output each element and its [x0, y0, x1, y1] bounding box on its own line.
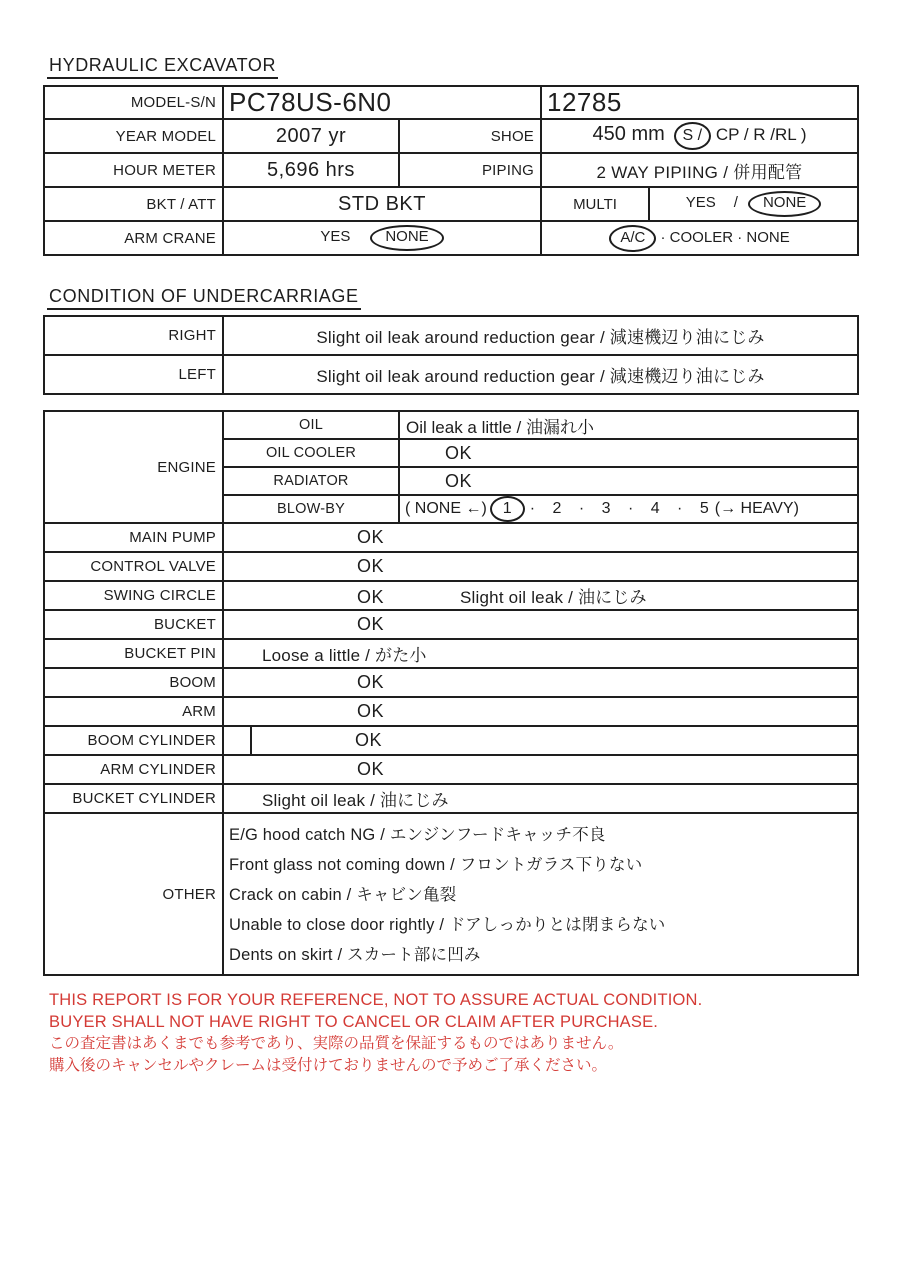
serial-number-value: 12785: [541, 86, 858, 119]
inspection-table: [43, 410, 859, 976]
hour-meter-label: HOUR METER: [44, 153, 223, 187]
undercarriage-heading: CONDITION OF UNDERCARRIAGE: [47, 286, 361, 310]
radiator-label: RADIATOR: [223, 467, 399, 495]
oil-cooler-condition: OK: [399, 439, 858, 467]
blowby-suffix: (→ HEAVY): [714, 500, 799, 517]
undercarriage-row-right: [44, 316, 858, 355]
control-valve-label: CONTROL VALVE: [44, 552, 223, 581]
boom-row: [44, 668, 858, 697]
arm-crane-yes-option: YES: [320, 228, 351, 245]
shoe-size: 450 mm: [592, 122, 665, 145]
other-note-5: Dents on skirt / スカート部に凹み: [229, 946, 481, 965]
shoe-label: SHOE: [399, 119, 541, 153]
piping-label: PIPING: [399, 153, 541, 187]
arm-crane-none-option: NONE: [385, 228, 429, 245]
multi-yes-option: YES: [685, 194, 716, 211]
oil-condition: Oil leak a little / 油漏れ小: [399, 411, 858, 439]
shoe-options: CP / R /RL ): [715, 124, 807, 144]
hour-meter-value: 5,696 hrs: [223, 153, 399, 187]
swing-circle-row: [44, 581, 858, 610]
blowby-prefix: ( NONE ←): [405, 500, 487, 517]
boom-cylinder-stub-cell: [223, 726, 251, 755]
control-valve-row: [44, 552, 858, 581]
bucket-cylinder-condition-cell: [223, 784, 858, 813]
piping-value: 2 WAY PIPIING / 併用配管: [541, 153, 858, 187]
bucket-row: [44, 610, 858, 639]
spec-row-armcrane-ac: [44, 221, 858, 255]
disclaimer-ja-line-1: この査定書はあくまでも参考であり、実際の品質を保証するものではありません。: [49, 1035, 624, 1053]
circle-annotation-blowby: [490, 496, 525, 522]
spec-row-year-shoe: [44, 119, 858, 153]
other-note-2: Front glass not coming down / フロントガラス下りない: [229, 856, 643, 875]
arm-label: ARM: [44, 697, 223, 726]
swing-circle-note: Slight oil leak / 油にじみ: [460, 588, 647, 608]
shoe-circled-option: S /: [682, 126, 703, 144]
control-valve-condition: OK: [357, 556, 385, 577]
other-note-3: Crack on cabin / キャビン亀裂: [229, 886, 457, 905]
boom-condition: OK: [357, 672, 385, 693]
other-notes: [223, 813, 858, 975]
circle-annotation-armcrane: [370, 225, 443, 251]
bucket-label: BUCKET: [44, 610, 223, 639]
main-pump-condition-cell: [223, 523, 858, 552]
other-row: [44, 813, 858, 975]
engine-oil-row: [44, 411, 858, 439]
page-title: HYDRAULIC EXCAVATOR: [47, 55, 278, 79]
spec-row-hour-piping: [44, 153, 858, 187]
bucket-cylinder-label: BUCKET CYLINDER: [44, 784, 223, 813]
arm-crane-value: [223, 221, 541, 255]
arm-cylinder-condition-cell: [223, 755, 858, 784]
bucket-pin-row: [44, 639, 858, 668]
oil-label: OIL: [223, 411, 399, 439]
circle-annotation-shoe: [674, 122, 712, 150]
multi-label: MULTI: [541, 187, 649, 221]
arm-condition-cell: [223, 697, 858, 726]
spec-row-model: [44, 86, 858, 119]
bucket-cylinder-row: [44, 784, 858, 813]
blowby-levels: · 2 · 3 · 4 · 5: [529, 500, 709, 517]
main-pump-label: MAIN PUMP: [44, 523, 223, 552]
bucket-pin-condition: Loose a little / がた小: [262, 646, 427, 666]
year-model-value: 2007 yr: [223, 119, 399, 153]
circle-annotation-ac: [609, 225, 656, 252]
main-pump-condition: OK: [357, 527, 385, 548]
boom-cylinder-condition: OK: [355, 730, 383, 751]
blowby-scale: [399, 495, 858, 523]
right-condition: Slight oil leak around reduction gear / 減速機辺り油にじみ: [223, 316, 858, 355]
boom-label: BOOM: [44, 668, 223, 697]
arm-cylinder-label: ARM CYLINDER: [44, 755, 223, 784]
swing-circle-condition-cell: [223, 581, 858, 610]
bkt-att-label: BKT / ATT: [44, 187, 223, 221]
blowby-circled-level: 1: [502, 500, 512, 517]
ac-cooler-options: · COOLER · NONE: [660, 228, 790, 246]
spec-row-bkt-multi: [44, 187, 858, 221]
bkt-att-value: STD BKT: [223, 187, 541, 221]
undercarriage-table: [43, 315, 859, 395]
blowby-label: BLOW-BY: [223, 495, 399, 523]
arm-cylinder-row: [44, 755, 858, 784]
arm-row: [44, 697, 858, 726]
other-label: OTHER: [44, 813, 223, 975]
oil-cooler-label: OIL COOLER: [223, 439, 399, 467]
bucket-condition: OK: [357, 614, 385, 635]
boom-condition-cell: [223, 668, 858, 697]
ac-cooler-value: [541, 221, 858, 255]
multi-separator: /: [733, 194, 738, 211]
right-label: RIGHT: [44, 316, 223, 355]
main-pump-row: [44, 523, 858, 552]
disclaimer-en-line-2: BUYER SHALL NOT HAVE RIGHT TO CANCEL OR CLAIM AFTER PURCHASE.: [49, 1013, 659, 1032]
undercarriage-row-left: [44, 355, 858, 394]
boom-cylinder-label: BOOM CYLINDER: [44, 726, 223, 755]
radiator-condition: OK: [399, 467, 858, 495]
multi-value: [649, 187, 858, 221]
swing-circle-label: SWING CIRCLE: [44, 581, 223, 610]
model-sn-label: MODEL-S/N: [44, 86, 223, 119]
bucket-cylinder-condition: Slight oil leak / 油にじみ: [262, 791, 449, 811]
other-note-4: Unable to close door rightly / ドアしっかりとは閉まらない: [229, 916, 666, 935]
ac-option: A/C: [620, 228, 646, 246]
arm-cylinder-condition: OK: [357, 759, 385, 780]
circle-annotation-multi: [748, 191, 821, 217]
bucket-condition-cell: [223, 610, 858, 639]
boom-cylinder-row: [44, 726, 858, 755]
disclaimer-ja-line-2: 購入後のキャンセルやクレームは受付けておりませんので予めご了承ください。: [49, 1057, 608, 1075]
disclaimer: [43, 989, 857, 1077]
left-label: LEFT: [44, 355, 223, 394]
bucket-pin-label: BUCKET PIN: [44, 639, 223, 668]
shoe-value: [541, 119, 858, 153]
spec-table: [43, 85, 859, 256]
arm-crane-label: ARM CRANE: [44, 221, 223, 255]
boom-cylinder-condition-cell: [251, 726, 858, 755]
multi-none-option: NONE: [762, 194, 807, 211]
arm-condition: OK: [357, 701, 385, 722]
left-condition: Slight oil leak around reduction gear / 減速機辺り油にじみ: [223, 355, 858, 394]
engine-label: ENGINE: [44, 411, 223, 523]
model-value: PC78US-6N0: [223, 86, 541, 119]
swing-circle-condition: OK: [357, 587, 385, 608]
disclaimer-en-line-1: THIS REPORT IS FOR YOUR REFERENCE, NOT TO ASSURE ACTUAL CONDITION.: [49, 991, 703, 1010]
year-model-label: YEAR MODEL: [44, 119, 223, 153]
other-note-1: E/G hood catch NG / エンジンフードキャッチ不良: [229, 826, 606, 845]
bucket-pin-condition-cell: [223, 639, 858, 668]
control-valve-condition-cell: [223, 552, 858, 581]
